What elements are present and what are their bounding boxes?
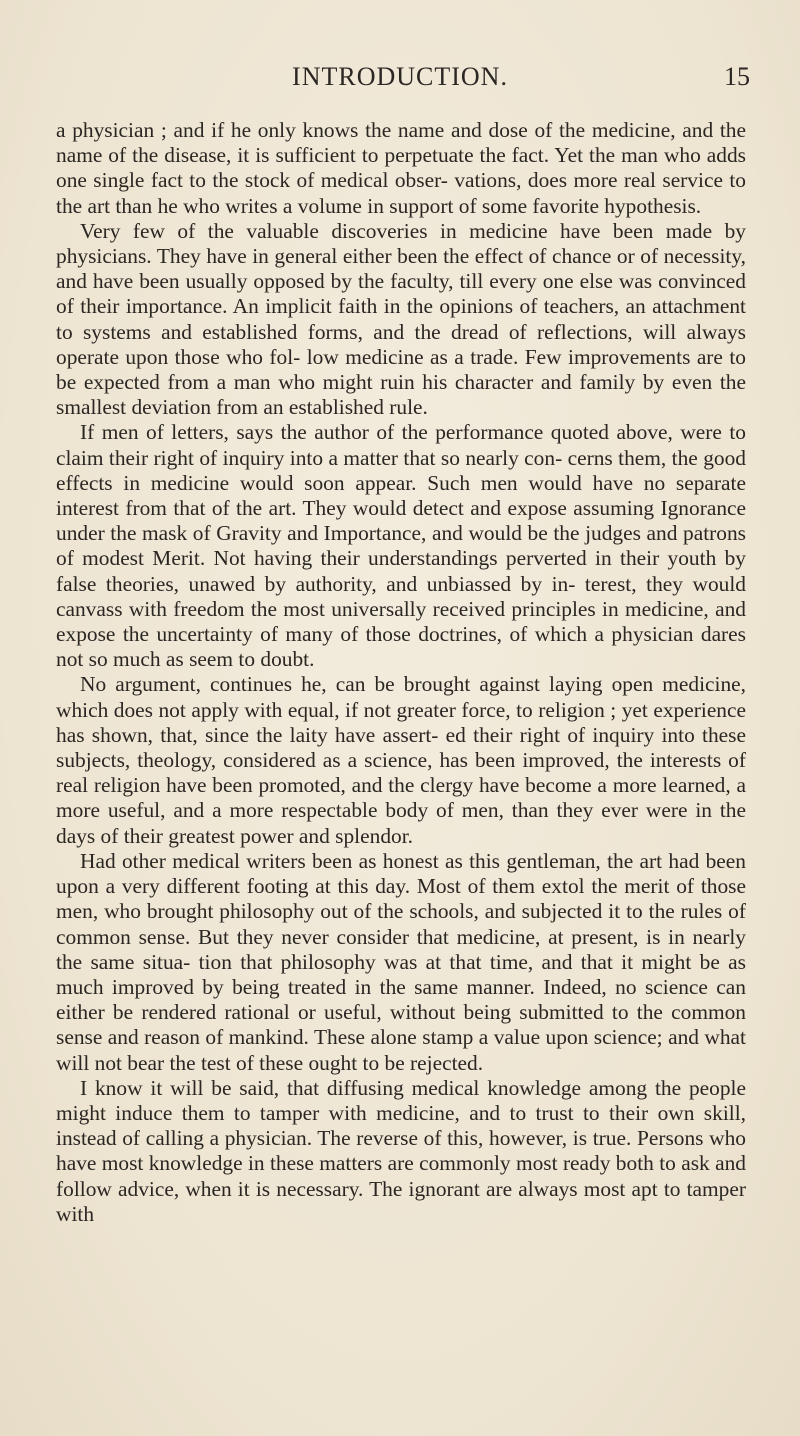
page-number: 15 xyxy=(724,62,750,91)
paragraph: Very few of the valuable discoveries in medicine have been made by physicians. They have in general either been the effect of chance or of necessity, and have been usually opposed by the faculty, till every one else was convinced of their importance. An implicit faith in the opinions of teachers, an attachment to systems and established forms, and the dread of reflections, will always operate upon those who fol- low medicine as a trade. Few improvements are to be expected from a man who might ruin his character and family by even the smallest deviation from an established rule. xyxy=(56,218,746,420)
body-text xyxy=(56,118,746,1227)
paragraph: No argument, continues he, can be brought against laying open medicine, which does not apply with equal, if not greater force, to religion ; yet experience has shown, that, since the laity have assert- ed their right of inquiry into these subjects, theology, considered as a science, has been improved, the interests of real religion have been promoted, and the clergy have become a more learned, a more useful, and a more respectable body of men, than they ever were in the days of their greatest power and splendor. xyxy=(56,672,746,848)
paragraph: a physician ; and if he only knows the name and dose of the medicine, and the name of the disease, it is sufficient to perpetuate the fact. Yet the man who adds one single fact to the stock of medical obser- vations, does more real service to the art than he who writes a volume in support of some favorite hypothesis. xyxy=(56,118,746,218)
paragraph: I know it will be said, that diffusing medical knowledge among the people might induce them to tamper with medicine, and to trust to their own skill, instead of calling a physician. The reverse of this, however, is true. Persons who have most knowledge in these matters are commonly most ready both to ask and follow advice, when it is necessary. The ignorant are always most apt to tamper with xyxy=(56,1075,746,1226)
running-head: INTRODUCTION. xyxy=(292,62,508,91)
paragraph: If men of letters, says the author of the performance quoted above, were to claim their right of inquiry into a matter that so nearly con- cerns them, the good effects in medicine would soon appear. Such men would have no separate interest from that of the art. They would detect and expose assuming Ignorance under the mask of Gravity and Importance, and would be the judges and patrons of modest Merit. Not having their understandings perverted in their youth by false theories, unawed by authority, and unbiassed by in- terest, they would canvass with freedom the most universally received principles in medicine, and expose the uncertainty of many of those doctrines, of which a physician dares not so much as seem to doubt. xyxy=(56,420,746,672)
paragraph: Had other medical writers been as honest as this gentleman, the art had been upon a very different footing at this day. Most of them extol the merit of those men, who brought philosophy out of the schools, and subjected it to the rules of common sense. But they never consider that medicine, at present, is in nearly the same situa- tion that philosophy was at that time, and that it might be as much improved by being treated in the same manner. Indeed, no science can either be rendered rational or useful, without being submitted to the common sense and reason of mankind. These alone stamp a value upon science; and what will not bear the test of these ought to be rejected. xyxy=(56,848,746,1075)
page-header xyxy=(0,62,800,102)
